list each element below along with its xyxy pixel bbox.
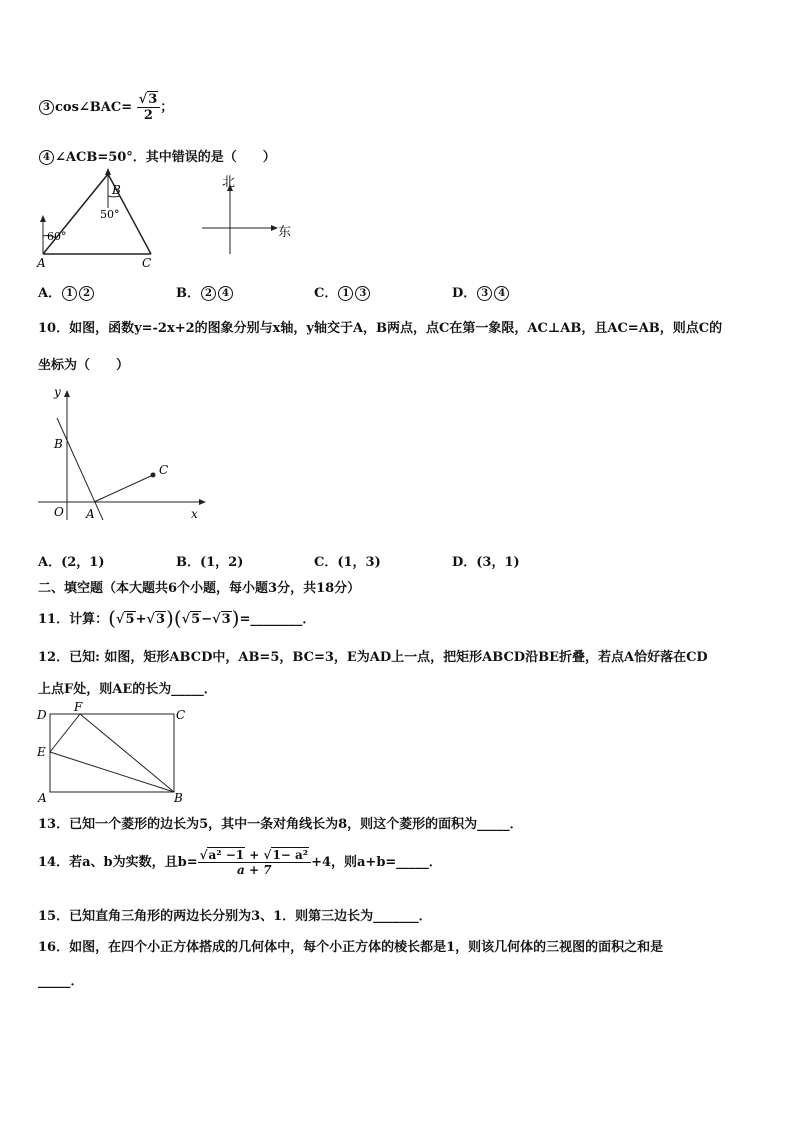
q9-option-c[interactable]: C． 1 3 [314,282,371,301]
q11: 11．计算：(√5+√3)(√5−√3)=________． [38,606,316,630]
label-north: 北 [222,175,236,190]
q14: 14．若a、b为实数，且b= $\frac{\text{√a² −1 + √1− a²}}{a + 7}$ +4，则a+b=_____． [38,848,442,877]
label-x: x [191,507,198,521]
q10-line1: 10．如图，函数y=-2x+2的图象分别与x轴，y轴交于A，B两点，点C在第一象限，AC⊥AB，且AC=AB，则点C的 [38,321,723,336]
q9-option-b[interactable]: B． 2 4 [176,282,234,301]
q9-option-a[interactable]: A． 1 2 [38,282,95,301]
q9-triangle-figure [36,166,166,271]
label-E: E [37,745,46,759]
q16-line1: 16．如图，在四个小正方体搭成的几何体中，每个小正方体的棱长都是1，则该几何体的三视图的面积之和是 [38,940,664,955]
q9-option-d[interactable]: D． 3 4 [452,282,510,301]
q14-fraction: $\frac{\text{√a² −1 + √1− a²}}{a + 7}$ [198,848,311,877]
circled-number: 4 [39,150,54,165]
q10-option-b[interactable]: B．(1，2) [176,555,244,570]
label-A: A [86,507,95,521]
q10-graph-figure [36,384,216,524]
label-C: C [159,463,169,477]
q9-item3: 3 cos∠BAC= $\frac{√3}{2}$ ； [38,92,173,123]
label-D: D [37,708,47,722]
q16-line2: _____． [38,974,84,989]
label-y: y [54,385,61,399]
q9-compass-figure [196,170,296,260]
q15: 15．已知直角三角形的两边长分别为3、1．则第三边长为_______． [38,909,432,924]
q10-option-d[interactable]: D．(3，1) [452,555,520,570]
label-F: F [74,702,83,714]
q9-item4: 4 ∠ACB=50°．其中错误的是（ ） [38,146,276,165]
label-B: B [174,791,183,805]
label-C: C [176,708,186,722]
label-angle-60: 60° [47,230,67,243]
label-C: C [142,256,152,270]
q12-rectangle-figure [34,702,194,806]
section-title-fill-in: 二、填空题（本大题共6个小题，每小题3分，共18分） [38,581,361,596]
fraction-sqrt3-over-2: $\frac{√3}{2}$ [137,92,161,123]
circled-number: 3 [39,100,54,115]
label-O: O [54,505,64,519]
label-B: B [112,183,121,197]
label-east: 东 [278,225,292,240]
q10-option-c[interactable]: C．(1，3) [314,555,381,570]
label-A: A [37,256,46,270]
q12-line2: 上点F处，则AE的长为_____． [38,682,217,697]
q10-line2: 坐标为（ ） [38,358,130,373]
q13: 13．已知一个菱形的边长为5，其中一条对角线长为8，则这个菱形的面积为_____． [38,817,523,832]
q10-option-a[interactable]: A．(2，1) [38,555,105,570]
label-A: A [38,791,47,805]
label-angle-50: 50° [100,208,120,221]
label-B: B [54,437,63,451]
q12-line1: 12．已知: 如图，矩形ABCD中，AB=5，BC=3，E为AD上一点，把矩形ABCD沿BE折叠，若点A恰好落在CD [38,650,708,665]
